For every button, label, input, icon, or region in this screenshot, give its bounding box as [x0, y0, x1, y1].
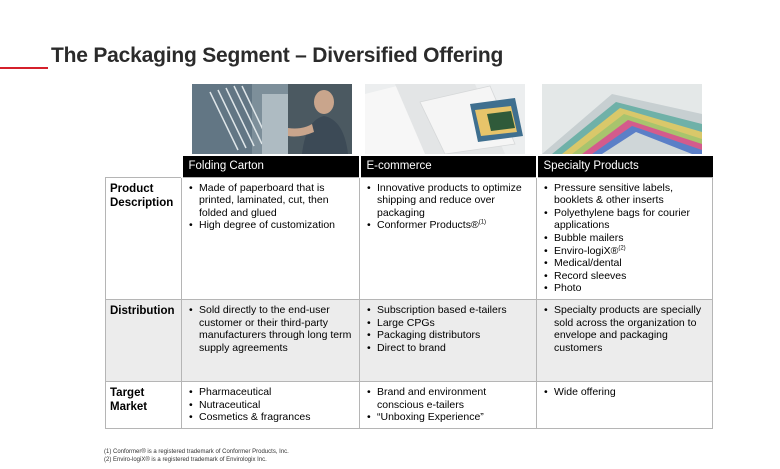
row-label-target-market: Target Market	[106, 381, 182, 428]
list-item: • High degree of customization	[188, 219, 353, 232]
packaging-segment-table	[105, 156, 713, 429]
list-item: • “Unboxing Experience”	[366, 411, 530, 424]
title-accent-line	[0, 67, 48, 69]
header-corner	[106, 156, 182, 177]
footnote: (1) Conformer® is a registered trademark of Conformer Products, Inc.	[104, 449, 289, 455]
list-item-text: Conformer Products®	[377, 219, 479, 232]
list-item: • Cosmetics & fragrances	[188, 411, 353, 424]
table-row	[106, 299, 713, 381]
list-item: • Bubble mailers	[543, 232, 706, 245]
column-header-ecommerce: E-commerce	[360, 156, 537, 177]
list-item: • Medical/dental	[543, 257, 706, 270]
list-item: • Innovative products to optimize shipping and reduce over packaging	[366, 182, 530, 220]
table-cell	[360, 381, 537, 428]
footnote: (2) Enviro-logiX® is a registered trademark of Envirologix Inc.	[104, 456, 267, 463]
list-item: • Direct to brand	[366, 342, 530, 355]
list-item: • Made of paperboard that is printed, laminated, cut, then folded and glued	[188, 182, 353, 220]
list-item: • Brand and environment conscious e-tailers	[366, 386, 530, 411]
table-cell	[182, 177, 360, 299]
table-cell	[537, 177, 713, 299]
table-cell	[360, 299, 537, 381]
table-cell	[182, 299, 360, 381]
ecommerce-photo	[365, 84, 525, 154]
folding-carton-photo	[192, 84, 352, 154]
column-header-folding-carton: Folding Carton	[182, 156, 360, 177]
table-row	[106, 177, 713, 299]
footnote-marker: (2)	[618, 245, 626, 252]
specialty-products-photo	[542, 84, 702, 154]
list-item: • Specialty products are specially sold across the organization to envelope and packaging customers	[543, 304, 706, 354]
column-header-specialty-products: Specialty Products	[537, 156, 713, 177]
list-item: • Nutraceutical	[188, 399, 353, 412]
row-label-distribution: Distribution	[106, 299, 182, 381]
table-header-row	[106, 156, 713, 177]
footnotes	[104, 449, 289, 465]
list-item: • Sold directly to the end-user customer or their third-party manufacturers through long term supply agreements	[188, 304, 353, 354]
table-cell	[182, 381, 360, 428]
list-item: • Polyethylene bags for courier applications	[543, 207, 706, 232]
list-item: • Pharmaceutical	[188, 386, 353, 399]
list-item: • Pressure sensitive labels, booklets & other inserts	[543, 182, 706, 207]
table-cell	[360, 177, 537, 299]
list-item: • Packaging distributors	[366, 329, 530, 342]
list-item: • Subscription based e-tailers	[366, 304, 530, 317]
list-item: • Wide offering	[543, 386, 706, 399]
row-label-product-description: Product Description	[106, 177, 182, 299]
table-row	[106, 381, 713, 428]
list-item	[543, 245, 706, 258]
list-item: • Photo	[543, 282, 706, 295]
table-cell	[537, 381, 713, 428]
list-item: • Large CPGs	[366, 317, 530, 330]
list-item	[366, 219, 530, 232]
list-item: • Record sleeves	[543, 270, 706, 283]
slide-title: The Packaging Segment – Diversified Offering	[51, 44, 504, 67]
footnote-marker: (1)	[478, 219, 487, 226]
list-item-text: Enviro-logiX®	[554, 244, 619, 257]
table-cell	[537, 299, 713, 381]
